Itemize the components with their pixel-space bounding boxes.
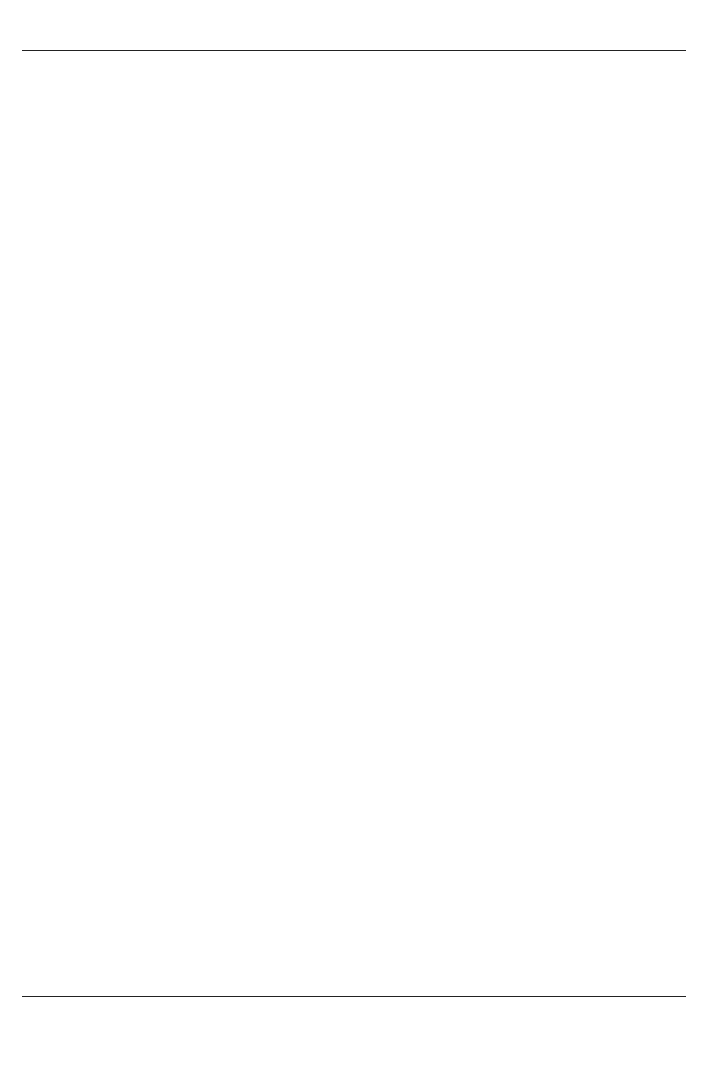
description-heading xyxy=(378,253,406,277)
applications-heading xyxy=(378,179,406,203)
features-heading xyxy=(24,117,52,141)
footer-divider xyxy=(22,996,686,997)
header-divider xyxy=(22,50,686,51)
